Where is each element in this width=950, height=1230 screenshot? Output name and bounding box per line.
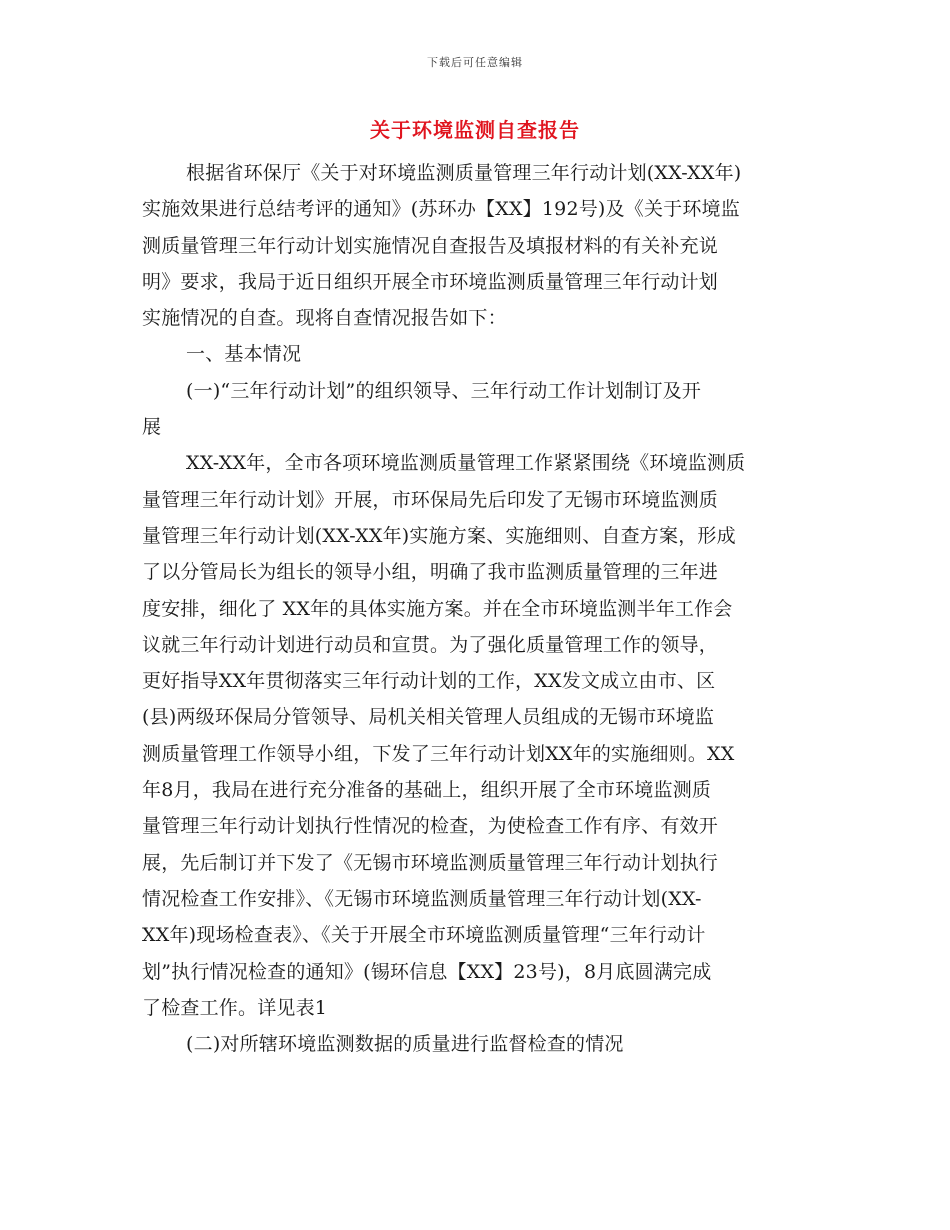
body-line: XX-XX年，全市各项环境监测质量管理工作紧紧围绕《环境监测质: [186, 452, 746, 475]
body-line: 议就三年行动计划进行动员和宣贯。为了强化质量管理工作的领导，: [142, 633, 719, 656]
body-line: 情况检查工作安排》、《无锡市环境监测质量管理三年行动计划(XX-: [142, 887, 702, 910]
body-line: 量管理三年行动计划执行性情况的检查，为使检查工作有序、有效开: [142, 815, 719, 838]
section-heading: 一、基本情况: [186, 343, 302, 366]
subsection-heading: (二)对所辖环境监测数据的质量进行监督检查的情况: [186, 1033, 624, 1056]
body-line: 实施效果进行总结考评的通知》(苏环办【XX】192号)及《关于环境监: [142, 198, 740, 221]
body-line: 划”执行情况检查的通知》(锡环信息【XX】23号)，8月底圆满完成: [142, 960, 712, 983]
body-line: (县)两级环保局分管领导、局机关相关管理人员组成的无锡市环境监: [142, 706, 715, 729]
body-line: 了以分管局长为组长的领导小组，明确了我市监测质量管理的三年进: [142, 561, 719, 584]
body-line: 度安排，细化了 XX年的具体实施方案。并在全市环境监测半年工作会: [142, 597, 733, 620]
subsection-heading-cont: 展: [142, 416, 162, 439]
body-line: 量管理三年行动计划(XX-XX年)实施方案、实施细则、自查方案，形成: [142, 524, 736, 547]
body-line: 明》要求，我局于近日组织开展全市环境监测质量管理三年行动计划: [142, 270, 719, 293]
body-line: 根据省环保厅《关于对环境监测质量管理三年行动计划(XX-XX年): [186, 162, 742, 184]
body-line: 实施情况的自查。现将自查情况报告如下：: [142, 307, 507, 330]
body-line: 量管理三年行动计划》开展，市环保局先后印发了无锡市环境监测质: [142, 488, 719, 511]
body-line: 展，先后制订并下发了《无锡市环境监测质量管理三年行动计划执行: [142, 851, 719, 874]
document-body: [142, 155, 814, 1062]
body-line: 测质量管理三年行动计划实施情况自查报告及填报材料的有关补充说: [142, 234, 719, 257]
body-line: 年8月，我局在进行充分准备的基础上，组织开展了全市环境监测质: [142, 779, 712, 802]
header-note: 下载后可任意编辑: [427, 56, 523, 69]
body-line: 更好指导XX年贯彻落实三年行动计划的工作，XX发文成立由市、区: [142, 670, 716, 693]
body-line: 测质量管理工作领导小组，下发了三年行动计划XX年的实施细则。XX: [142, 742, 735, 765]
body-line: 了检查工作。详见表1: [142, 996, 328, 1019]
subsection-heading: (一)“三年行动计划”的组织领导、三年行动工作计划制订及开: [186, 379, 702, 402]
body-line: XX年)现场检查表》、《关于开展全市环境监测质量管理“三年行动计: [142, 924, 706, 947]
document-title: 关于环境监测自查报告: [370, 118, 580, 142]
